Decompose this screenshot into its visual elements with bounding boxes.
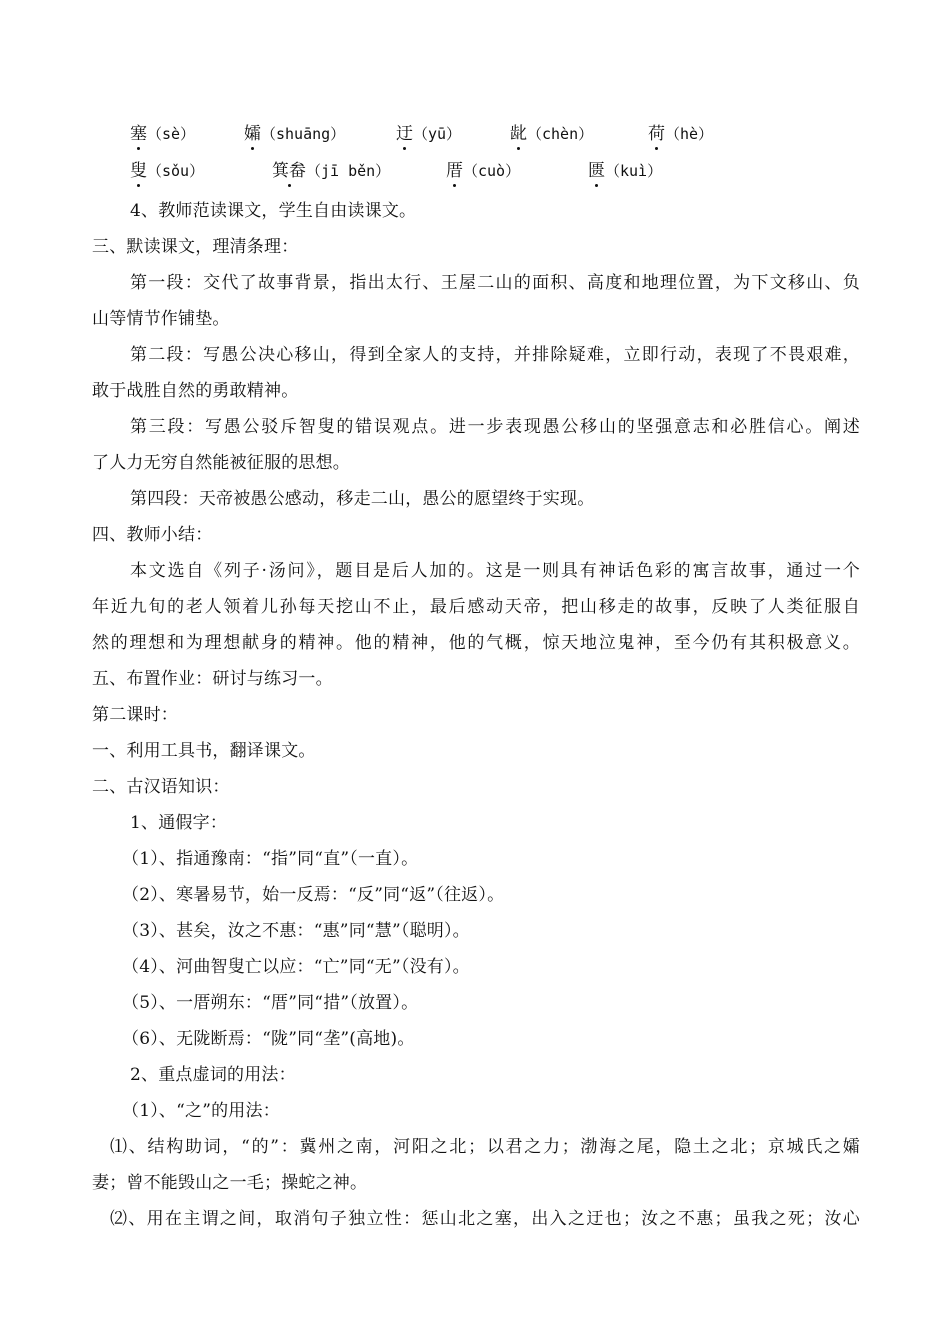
text-line: ⑴、结构助词，“的”：冀州之南，河阳之北；以君之力；渤海之尾，隐土之北；京城氏之孀 xyxy=(110,1137,860,1157)
pinyin-entry xyxy=(396,123,461,145)
text-line: 了人力无穷自然能被征服的思想。 xyxy=(92,453,350,473)
dotted-char: 匮 xyxy=(588,161,605,181)
pinyin-text: （chèn） xyxy=(527,125,594,143)
text-line: 年近九旬的老人领着儿孙每天挖山不止，最后感动天帝，把山移走的故事，反映了人类征服自 xyxy=(92,597,860,617)
subheading: 2、重点虚词的用法： xyxy=(130,1065,296,1085)
tongjia-item: （5）、一厝朔东：“厝”同“措”（放置）。 xyxy=(122,993,419,1013)
pinyin-entry xyxy=(446,160,520,182)
text-line: 第三段：写愚公驳斥智叟的错误观点。进一步表现愚公移山的坚强意志和必胜信心。阐述 xyxy=(130,417,860,437)
dotted-char: 孀 xyxy=(244,124,261,144)
tongjia-item: （1）、指通豫南：“指”同“直”（一直）。 xyxy=(122,849,419,869)
tongjia-item: （3）、甚矣，汝之不惠：“惠”同“慧”（聪明）。 xyxy=(122,921,470,941)
dotted-char: 龀 xyxy=(510,124,527,144)
subheading: （1）、“之”的用法： xyxy=(122,1101,280,1121)
pinyin-entry xyxy=(510,123,593,145)
text-line: 妻；曾不能毁山之一毛；操蛇之神。 xyxy=(92,1173,368,1193)
dotted-char: 厝 xyxy=(446,161,463,181)
tongjia-item: （2）、寒暑易节，始一反焉：“反”同“返”（往返）。 xyxy=(122,885,505,905)
pinyin-text: （hè） xyxy=(665,125,714,143)
tongjia-item: （6）、无陇断焉：“陇”同“垄”(高地)。 xyxy=(122,1029,415,1049)
section-heading: 二、古汉语知识： xyxy=(92,777,230,797)
section-heading: 三、默读课文，理清条理： xyxy=(92,237,299,257)
section-heading: 五、布置作业：研讨与练习一。 xyxy=(92,669,333,689)
pinyin-text: （cuò） xyxy=(463,162,521,180)
pinyin-text: （kuì） xyxy=(605,162,663,180)
text-line: 4、教师范读课文，学生自由读课文。 xyxy=(130,201,417,221)
text-line: ⑵、用在主谓之间，取消句子独立性：惩山北之塞，出入之迂也；汝之不惠；虽我之死；汝心 xyxy=(110,1209,860,1229)
section-heading: 一、利用工具书，翻译课文。 xyxy=(92,741,316,761)
pinyin-text: （sǒu） xyxy=(147,162,205,180)
pinyin-entry xyxy=(244,123,345,145)
pinyin-text: （sè） xyxy=(147,125,196,143)
dotted-char: 箕畚 xyxy=(272,161,306,181)
pinyin-entry xyxy=(130,160,204,182)
text-line: 第二段：写愚公决心移山，得到全家人的支持，并排除疑难，立即行动，表现了不畏艰难， xyxy=(130,345,860,365)
text-line: 第四段：天帝被愚公感动，移走二山，愚公的愿望终于实现。 xyxy=(130,489,595,509)
pinyin-entry xyxy=(272,160,390,182)
subheading: 1、通假字： xyxy=(130,813,228,833)
text-line: 本文选自《列子·汤问》，题目是后人加的。这是一则具有神话色彩的寓言故事，通过一个 xyxy=(130,561,860,581)
pinyin-entry xyxy=(648,123,713,145)
text-line: 然的理想和为理想献身的精神。他的精神，他的气概，惊天地泣鬼神，至今仍有其积极意义。 xyxy=(92,633,860,653)
pinyin-entry xyxy=(130,123,195,145)
section-heading: 四、教师小结： xyxy=(92,525,213,545)
text-line: 敢于战胜自然的勇敢精神。 xyxy=(92,381,299,401)
text-line: 山等情节作铺垫。 xyxy=(92,309,230,329)
tongjia-item: （4）、河曲智叟亡以应：“亡”同“无”（没有）。 xyxy=(122,957,470,977)
dotted-char: 荷 xyxy=(648,124,665,144)
pinyin-entry xyxy=(588,160,662,182)
text-line: 第一段：交代了故事背景，指出太行、王屋二山的面积、高度和地理位置，为下文移山、负 xyxy=(130,273,860,293)
section-heading: 第二课时： xyxy=(92,705,178,725)
dotted-char: 叟 xyxy=(130,161,147,181)
dotted-char: 迂 xyxy=(396,124,413,144)
pinyin-text: （shuāng） xyxy=(261,125,346,143)
dotted-char: 塞 xyxy=(130,124,147,144)
pinyin-text: （yū） xyxy=(413,125,462,143)
pinyin-text: （jī běn） xyxy=(306,162,391,180)
